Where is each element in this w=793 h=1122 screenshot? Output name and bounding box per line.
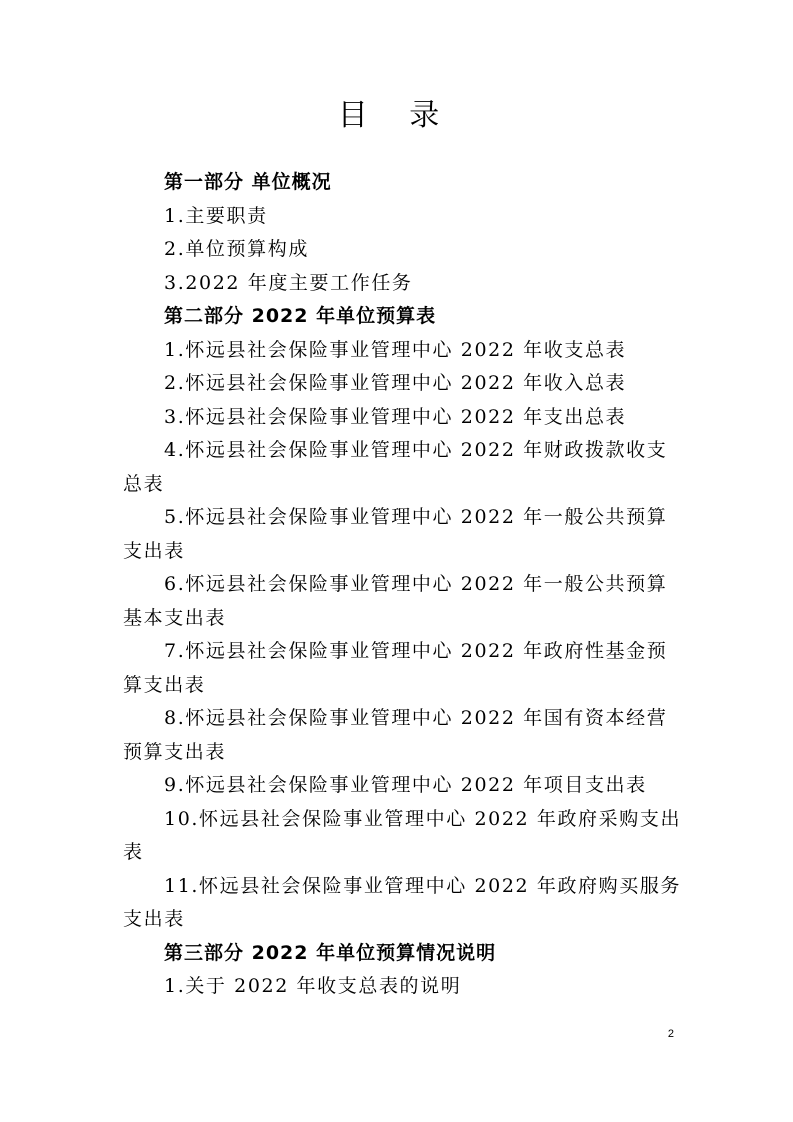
toc-list <box>123 166 683 1004</box>
toc-item: 4.怀远县社会保险事业管理中心 2022 年财政拨款收支总表 <box>123 439 668 495</box>
toc-item: 7.怀远县社会保险事业管理中心 2022 年政府性基金预算支出表 <box>123 640 668 696</box>
toc-item: 3.怀远县社会保险事业管理中心 2022 年支出总表 <box>164 405 627 428</box>
toc-heading-part-one: 第一部分 单位概况 <box>164 171 332 193</box>
toc-heading-part-two: 第二部分 2022 年单位预算表 <box>164 305 437 327</box>
toc-heading-part-three: 第三部分 2022 年单位预算情况说明 <box>164 941 497 964</box>
toc-item: 3.2022 年度主要工作任务 <box>164 271 413 294</box>
toc-item: 6.怀远县社会保险事业管理中心 2022 年一般公共预算基本支出表 <box>123 573 668 629</box>
page-number: 2 <box>667 1028 674 1040</box>
toc-item: 10.怀远县社会保险事业管理中心 2022 年政府采购支出表 <box>123 807 682 863</box>
toc-item: 5.怀远县社会保险事业管理中心 2022 年一般公共预算支出表 <box>123 506 668 562</box>
toc-item: 8.怀远县社会保险事业管理中心 2022 年国有资本经营预算支出表 <box>123 707 668 763</box>
toc-item: 1.关于 2022 年收支总表的说明 <box>164 975 462 997</box>
toc-item: 11.怀远县社会保险事业管理中心 2022 年政府购买服务支出表 <box>123 874 682 930</box>
toc-item: 2.怀远县社会保险事业管理中心 2022 年收入总表 <box>164 372 627 394</box>
toc-item: 1.主要职责 <box>164 204 268 227</box>
toc-item: 2.单位预算构成 <box>164 238 309 260</box>
toc-title: 目 录 <box>337 98 456 133</box>
toc-item: 1.怀远县社会保险事业管理中心 2022 年收支总表 <box>164 338 627 361</box>
toc-item: 9.怀远县社会保险事业管理中心 2022 年项目支出表 <box>164 774 647 796</box>
